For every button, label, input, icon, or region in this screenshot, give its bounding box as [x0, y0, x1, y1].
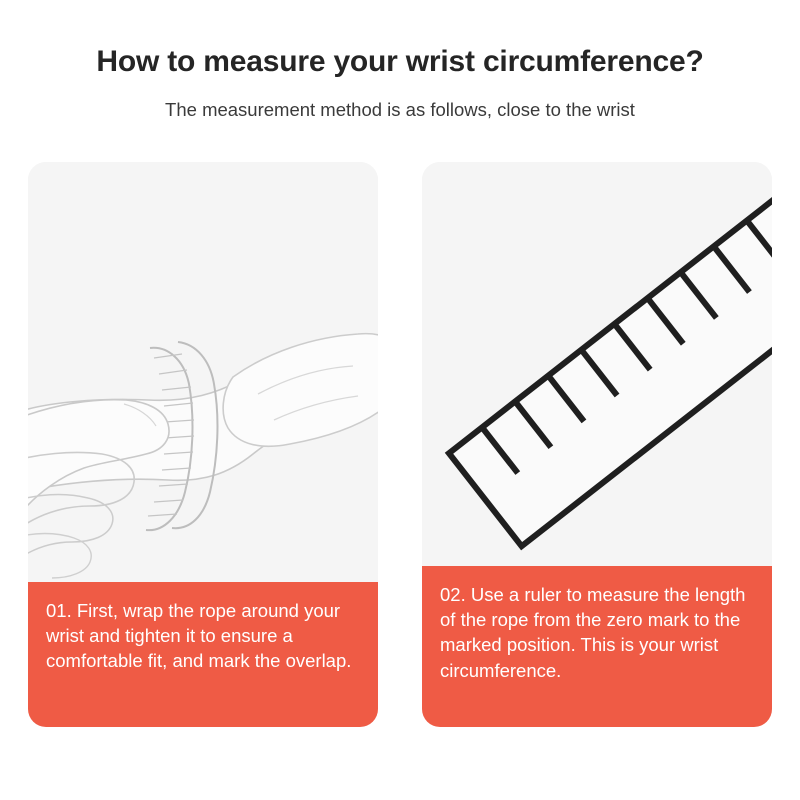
- step-card-2: [422, 162, 772, 727]
- steps-container: [0, 162, 800, 727]
- ruler-measuring-rope-illustration: [422, 162, 772, 566]
- step-2-caption: 02. Use a ruler to measure the length of the rope from the zero mark to the marked position. This is your wrist circumference.: [422, 566, 772, 727]
- page-title: How to measure your wrist circumference?: [96, 45, 704, 78]
- step-1-caption: 01. First, wrap the rope around your wrist and tighten it to ensure a comfortable fit, and mark the overlap.: [28, 582, 378, 727]
- hand-wrapping-rope-around-wrist-illustration: [28, 162, 378, 582]
- page-subtitle: The measurement method is as follows, close to the wrist: [165, 99, 635, 120]
- step-card-1: [28, 162, 378, 727]
